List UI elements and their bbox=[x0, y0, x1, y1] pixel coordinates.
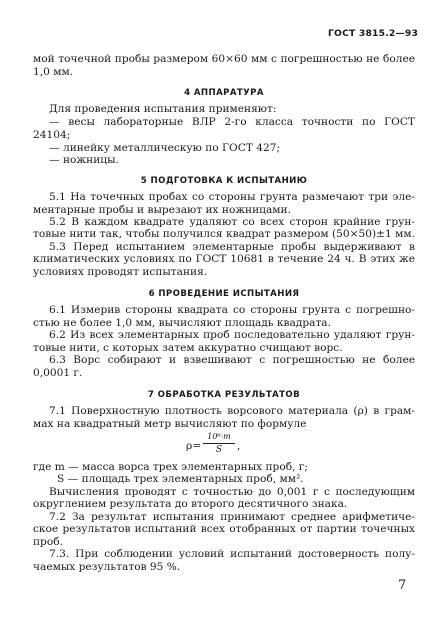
section-6-line-3: 6.2 Из всех элементарных проб последовательно удаляют грун- bbox=[49, 329, 415, 341]
section-5-line-3: 5.2 В каждом квадрате удаляют со всех сторон крайние грун- bbox=[49, 216, 415, 228]
formula-numerator: 10⁶·m bbox=[207, 432, 231, 441]
section-7-line-1: 7.1 Поверхностную плотность ворсового материала (ρ) в грам- bbox=[49, 405, 415, 417]
section-7-line-6: ское результатов испытаний всех отобранных от партии точечных bbox=[33, 523, 415, 535]
section-5-line-6: климатических условиях по ГОСТ 10681 в течение 24 ч. В этих же bbox=[33, 253, 415, 265]
where-line-1: где m — масса ворса трех элементарных проб, г; bbox=[33, 461, 308, 473]
formula-lhs: ρ= bbox=[186, 440, 202, 452]
section-7-line-5: 7.2 За результат испытания принимают среднее арифметиче- bbox=[49, 511, 415, 523]
section-4-line-1: Для проведения испытания применяют: bbox=[49, 103, 277, 115]
section-4-line-2: — весы лабораторные ВЛР 2-го класса точности по ГОСТ bbox=[49, 116, 415, 128]
section-6-line-2: стью не более 1,0 мм, вычисляют площадь квадрата. bbox=[33, 317, 331, 329]
page-number: 7 bbox=[398, 578, 407, 593]
where-line-2: S — площадь трех элементарных проб, мм². bbox=[57, 473, 304, 485]
section-5-line-2: ментарные пробы и вырезают их ножницами. bbox=[33, 204, 291, 216]
section-5-line-4: товые нити так, чтобы получился квадрат размером (50×50)±1 мм. bbox=[33, 228, 415, 240]
intro-line-1: мой точечной пробы размером 60×60 мм с погрешностью не более bbox=[33, 53, 415, 65]
section-4-line-4: — линейку металлическую по ГОСТ 427; bbox=[49, 142, 281, 154]
section-6-title: 6 ПРОВЕДЕНИЕ ИСПЫТАНИЯ bbox=[148, 289, 300, 299]
document-header: ГОСТ 3815.2—93 bbox=[328, 28, 419, 39]
section-5-line-7: условиях проводят испытания. bbox=[33, 266, 208, 278]
section-7-line-8: 7.3. При соблюдении условий испытаний достоверность полу- bbox=[49, 548, 415, 560]
section-4-title: 4 АППАРАТУРА bbox=[184, 88, 264, 98]
section-4-line-5: — ножницы. bbox=[49, 154, 119, 166]
section-7-line-2: мах на квадратный метр вычисляют по формуле bbox=[33, 418, 307, 430]
formula-tail: , bbox=[237, 440, 241, 452]
section-7-line-3: Вычисления проводят с точностью до 0,001 г с последующим bbox=[49, 486, 415, 498]
section-5-line-5: 5.3 Перед испытанием элементарные пробы выдерживают в bbox=[49, 241, 415, 253]
intro-line-2: 1,0 мм. bbox=[33, 66, 74, 78]
section-6-line-6: 0,0001 г. bbox=[33, 367, 83, 379]
formula-denominator: S bbox=[215, 445, 223, 455]
section-7-line-4: округлением результата до второго десятичного знака. bbox=[33, 498, 348, 510]
fraction-bar bbox=[203, 443, 235, 444]
section-6-line-4: товые нити, с которых затем аккуратно счищают ворс. bbox=[33, 342, 343, 354]
section-6-line-1: 6.1 Измерив стороны квадрата со стороны грунта с погрешно- bbox=[49, 304, 415, 316]
section-7-line-9: чаемых результатов 95 %. bbox=[33, 561, 181, 573]
section-4-line-3: 24104; bbox=[33, 129, 71, 141]
section-5-line-1: 5.1 На точечных пробах со стороны грунта размечают три эле- bbox=[49, 191, 415, 203]
section-7-line-7: проб. bbox=[33, 536, 63, 548]
section-7-title: 7 ОБРАБОТКА РЕЗУЛЬТАТОВ bbox=[147, 390, 301, 400]
section-6-line-5: 6.3 Ворс собирают и взвешивают с погрешностью не более bbox=[49, 354, 415, 366]
section-5-title: 5 ПОДГОТОВКА К ИСПЫТАНИЮ bbox=[140, 176, 308, 186]
